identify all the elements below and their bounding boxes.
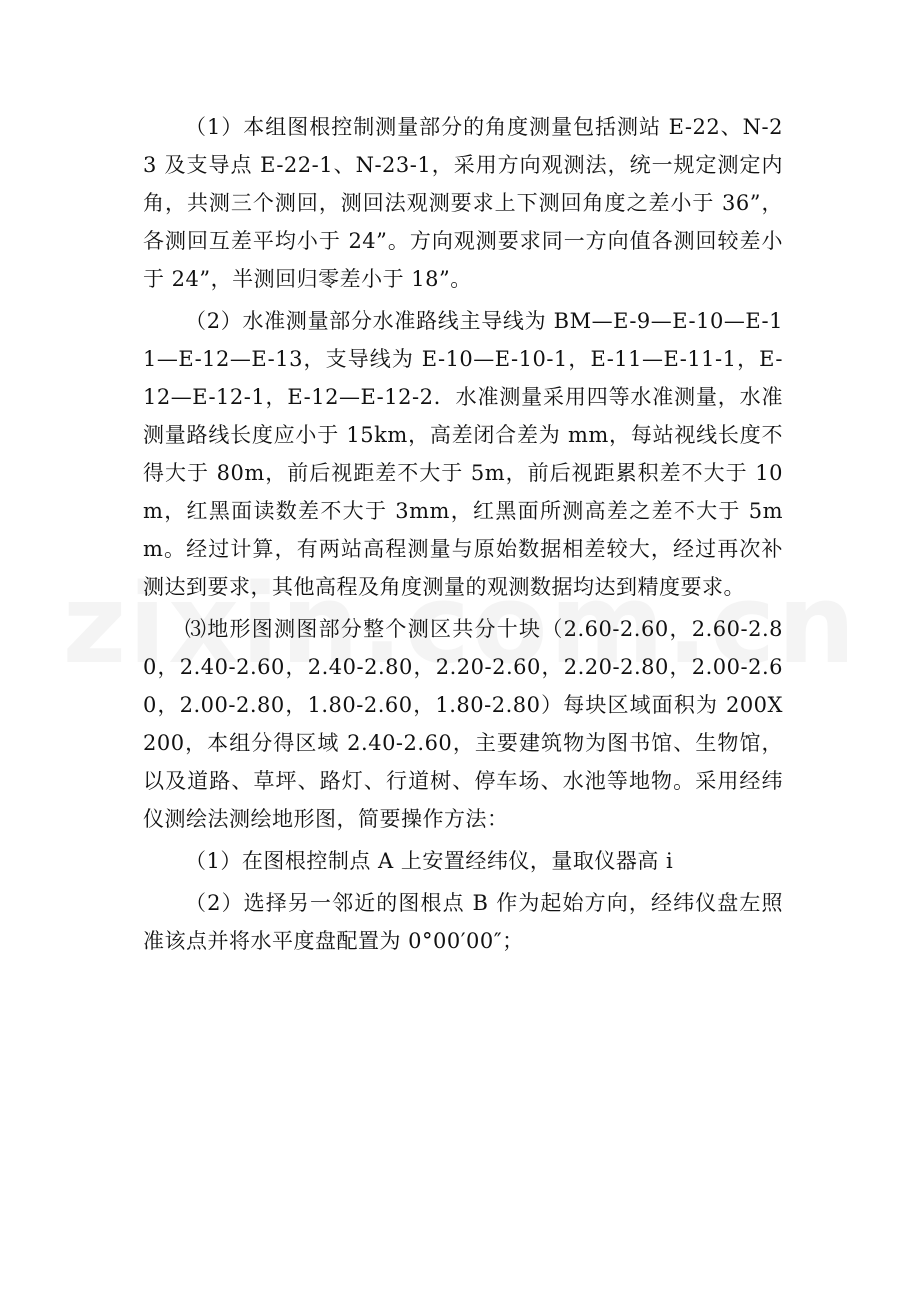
paragraph-angle-measurement: （1）本组图根控制测量部分的角度测量包括测站 E-22、N-23 及支导点 E-22-1、N-23-1，采用方向观测法，统一规定测定内角，共测三个测回，测回法观测要求上下测回角度之差小于 36”，各测回互差平均小于 24”。方向观测要求同一方向值各测回较差小于 24”，半测回归零差小于 18”。 <box>143 115 783 291</box>
paragraph-topographic-mapping: ⑶地形图测图部分整个测区共分十块（2.60-2.60，2.60-2.80，2.40-2.60，2.40-2.80，2.20-2.60，2.20-2.80，2.00-2.60，2.00-2.80，1.80-2.60，1.80-2.80）每块区域面积为 200X200，本组分得区域 2.40-2.60，主要建筑物为图书馆、生物馆，以及道路、草坪、路灯、行道树、停车场、水池等地物。采用经纬仪测绘法测绘地形图，简要操作方法： <box>143 617 783 831</box>
paragraph-step-2: （2）选择另一邻近的图根点 B 作为起始方向，经纬仪盘左照准该点并将水平度盘配置为 0°00′00″； <box>143 891 783 953</box>
paragraph-step-1: （1）在图根控制点 A 上安置经纬仪，量取仪器高 i <box>185 849 674 873</box>
document-body <box>143 108 783 960</box>
paragraph-leveling-measurement: （2）水准测量部分水准路线主导线为 BM—E-9—E-10—E-11—E-12—E-13，支导线为 E-10—E-10-1，E-11—E-11-1，E-12—E-12-1，E-12—E-12-2．水准测量采用四等水准测量，水准测量路线长度应小于 15km，高差闭合差为 mm，每站视线长度不得大于 80m，前后视距差不大于 5m，前后视距累积差不大于 10m，红黑面读数差不大于 3mm，红黑面所测高差之差不大于 5mm。经过计算，有两站高程测量与原始数据相差较大，经过再次补测达到要求，其他高程及角度测量的观测数据均达到精度要求。 <box>143 309 783 599</box>
